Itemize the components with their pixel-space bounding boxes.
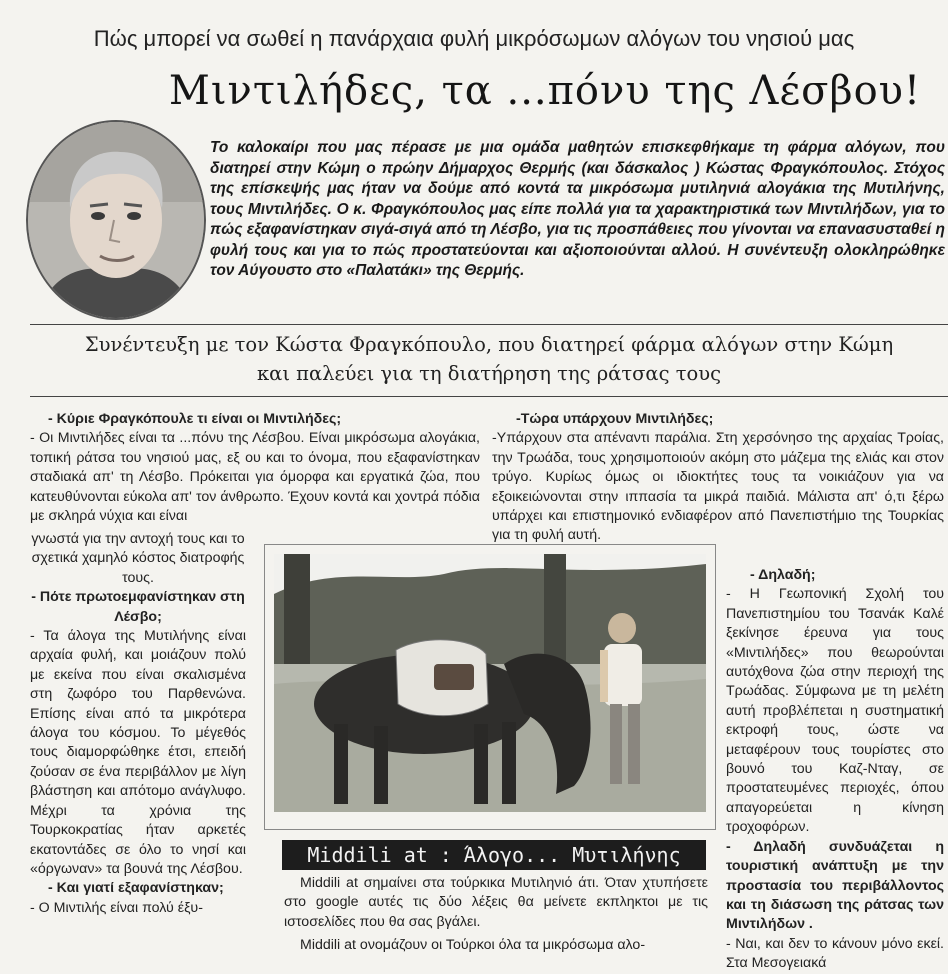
- question-4: -Τώρα υπάρχουν Μιντιλήδες;: [516, 411, 714, 427]
- question-3: - Και γιατί εξαφανίστηκαν;: [48, 880, 224, 897]
- pony-photo: [274, 554, 706, 812]
- box-paragraph-2: Middili at ονομάζουν οι Τούρκοι όλα τα μικρόσωμα αλο-: [300, 937, 646, 954]
- answer-4: -Υπάρχουν στα απέναντι παράλια. Στη χερσόνησο της αρχαίας Τροίας, την Τρωάδα, τους χρησιμοποιούν ακόμη στο μάζεμα της ελιάς και στον τρύγο. Κυρίως όμως οι ιδιοκτήτες τους τα νοικιάζουν για να εξοικειώνονται στην ιππασία τα μικρά παιδιά. Μάλιστα απ' ό,τι ξέρω υπάρχει και επιστημονικό ενδιαφέρον από Πανεπιστήμιο της Τουρκίας για τη φυλή αυτή.: [492, 430, 944, 544]
- answer-6: - Ναι, και δεν το κάνουν μόνο εκεί. Στα Μεσογειακά: [726, 935, 944, 972]
- subheading-line-2: και παλεύει για τη διατήρηση της ράτσας τους: [256, 362, 722, 385]
- subheading-line-1: Συνέντευξη με τον Κώστα Φραγκόπουλο, που διατηρεί φάρμα αλόγων στην Κώμη: [84, 333, 894, 356]
- answer-3: - Ο Μιντιλής είναι πολύ έξυ-: [30, 899, 203, 916]
- intro-paragraph: Το καλοκαίρι που μας πέρασε με μια ομάδα μαθητών επισκεφθήκαμε τη φάρμα αλόγων, που διατηρεί στην Κώμη ο πρώην Δήμαρχος Θερμής (και δάσκαλος ) Κώστας Φραγκόπουλος. Στόχος της επίσκεψής μας ήταν να δούμε από κοντά τα μικρόσωμα μυτιληνιά αλογάκια της Μυτιλήνης, τους Μιντιλήδες. Ο κ. Φραγκόπουλος μας είπε πολλά για τα χαρακτηριστικά των Μιντιλήδων, για το πώς εξαφανίστηκαν σιγά-σιγά από τη Λέσβο, για τις προσπάθειες που γίνονται να επανασυσταθεί η φυλή τους και για το πώς προστατεύονται και αξιοποιούνται αλλού. Η συνέντευξη ολοκληρώθηκε τον Αύγουστο στο «Παλατάκι» της Θερμής.: [210, 139, 945, 279]
- divider-bottom: [30, 396, 948, 397]
- answer-5: - Η Γεωπονική Σχολή του Πανεπιστημίου του Τσανάκ Καλέ ξεκίνησε έρευνα για τους «Μιντιλήδες» που θεωρούνται αυτόχθονα ζώα στην περιοχή της Τρωάδας. Σύμφωνα με τη μελέτη αυτή προβλέπεται η συστηματική εκτροφή τους, ώστε να μεταφέρουν τους τουρίστες στο βουνό του Καζ-Νταγ, σε προστατευμένες περιοχές, όπου απαγορεύεται η κίνηση τροχοφόρων.: [726, 586, 944, 836]
- question-2: - Πότε πρωτοεμφανίστηκαν στη Λέσβο;: [31, 589, 245, 625]
- column-1-narrow: [30, 530, 246, 918]
- question-1: - Κύριε Φραγκόπουλε τι είναι οι Μιντιλήδες;: [48, 411, 342, 427]
- photo-caption: Middili at : Άλογο... Μυτιλήνης: [282, 840, 706, 870]
- photo-box-text: [284, 874, 708, 956]
- box-paragraph-1: Middili at σημαίνει στα τούρκικα Μυτιληνιό άτι. Όταν χτυπήσετε στο google αυτές τις δύο λέξεις θα μείνετε εκπληκτοι με τις ιστοσελίδες που θα σας βγάλει.: [284, 875, 708, 930]
- portrait-illustration: [28, 122, 204, 318]
- question-6: - Δηλαδή συνδυάζεται η τουριστική ανάπτυξη με την προστασία του περιβάλλοντος και τη διάσωση της ράτσας των Μιντιλήδων .: [726, 838, 944, 933]
- column-1-top: [30, 410, 480, 526]
- article-kicker: Πώς μπορεί να σωθεί η πανάρχαια φυλή μικρόσωμων αλόγων του νησιού μας: [93, 26, 855, 51]
- answer-1: - Οι Μιντιλήδες είναι τα ...πόνυ της Λέσβου. Είναι μικρόσωμα αλογάκια, τοπική ράτσα του νησιού μας, εξ ου και το όνομα, που εξαφανίστηκαν σταδιακά απ' τη Λέσβο. Πρόκειται για όμορφα και εργατικά ζώα, που κατευθύνονται εύκολα απ' τον άνθρωπο. Έχουν κοντά και χοντρά πόδια με σκληρά νύχια και είναι: [30, 430, 480, 525]
- interview-subheading: [30, 330, 948, 388]
- article-title: Μιντιλήδες, τα ...πόνυ της Λέσβου!: [168, 68, 922, 114]
- pony-photo-illustration: [274, 554, 706, 812]
- question-5: - Δηλαδή;: [750, 567, 816, 583]
- column-2-top: [492, 410, 944, 546]
- interviewee-portrait: [26, 120, 206, 320]
- answer-2: - Τα άλογα της Μυτιλήνης είναι αρχαία φυλή, και μοιάζουν πολύ με εκείνα που είναι σκαλισμένα στη ζωφόρο του Παρθενώνα. Επίσης είναι από τα μικρότερα άλογα του κόσμου. Το μέγεθός τους διαμορφώθηκε έτσι, επειδή ζούσαν σε ένα περιβάλλον με λίγη βλάστηση και απότομο ανάγλυφο. Μέχρι τα χρόνια της Τουρκοκρατίας ήταν αρκετές εκατοντάδες σε όλο το νησί και «όργωναν» τα βουνά της Λέσβου.: [30, 628, 246, 877]
- column-3-narrow: [726, 566, 944, 974]
- divider-top: [30, 324, 948, 325]
- answer-1-continued: γνωστά για την αντοχή τους και το σχετικά χαμηλό κόστος διατροφής τους.: [31, 531, 245, 586]
